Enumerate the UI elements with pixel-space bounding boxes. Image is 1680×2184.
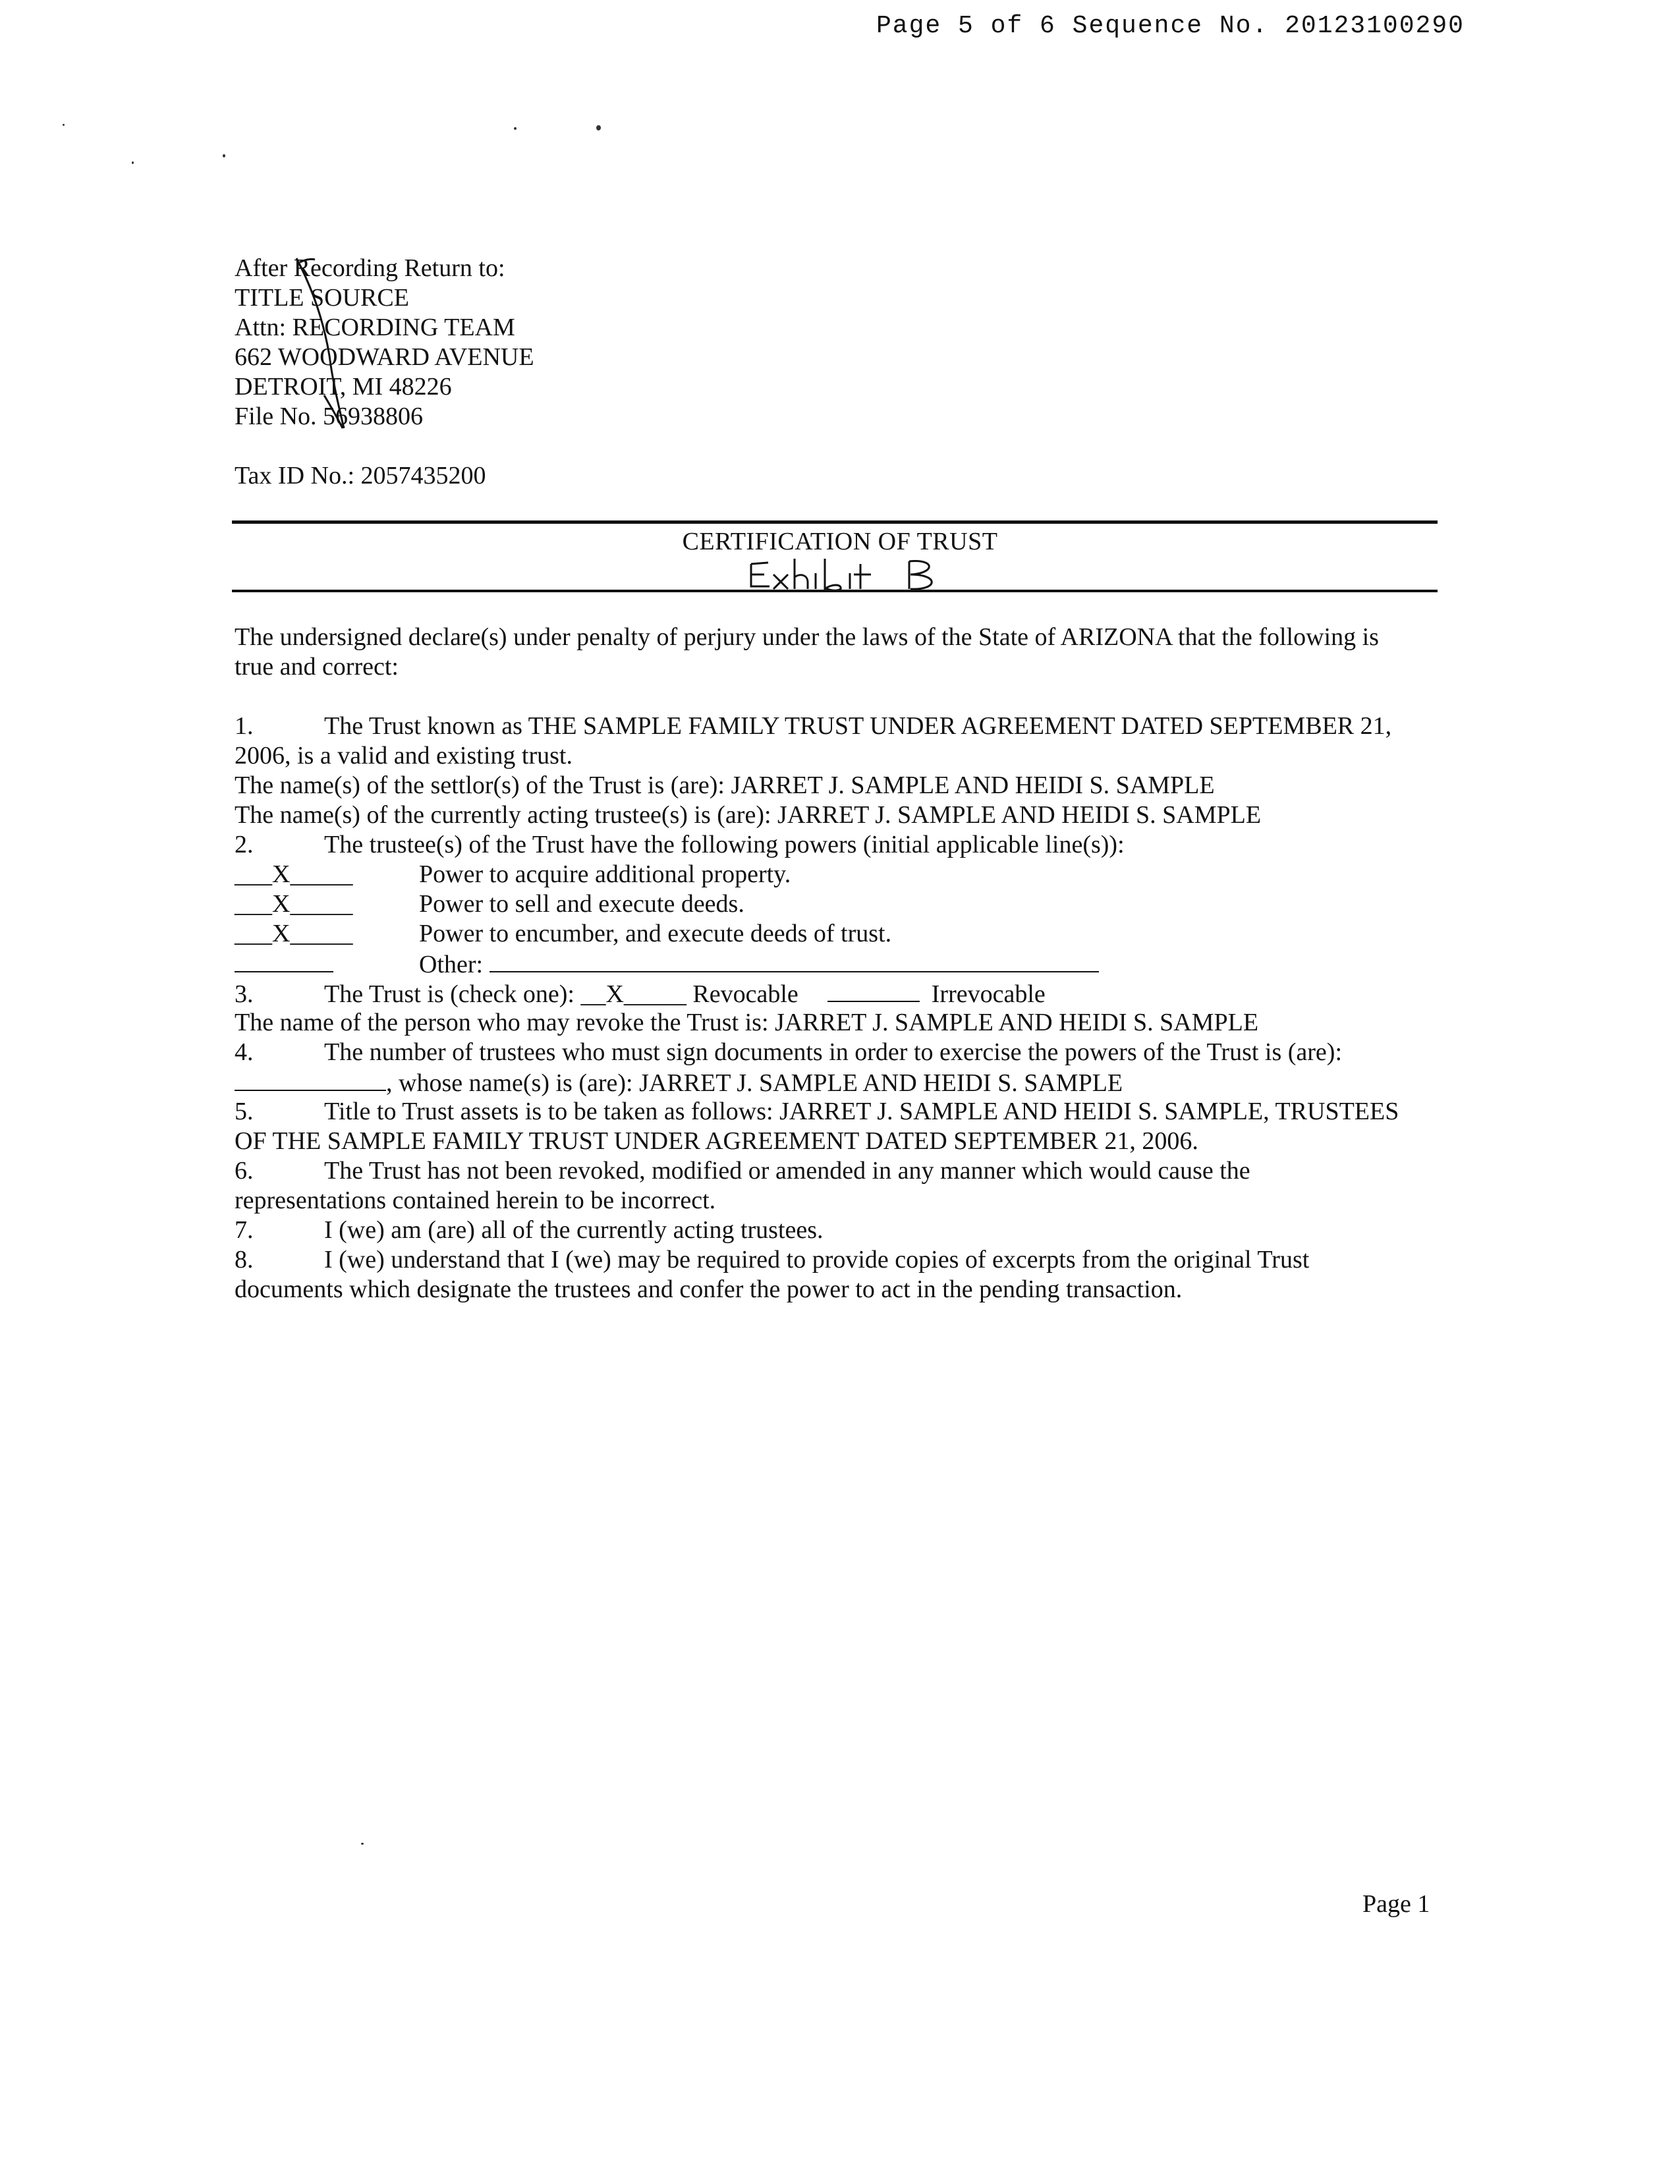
trust-type-prefix: The Trust is (check one): (324, 980, 574, 1008)
irrevocable-blank (827, 978, 920, 1002)
item-5 (235, 1097, 1440, 1127)
item-text: I (we) am (are) all of the currently acting trustees. (324, 1216, 824, 1244)
item-number: 4. (235, 1038, 254, 1066)
scan-speck (596, 125, 601, 130)
scan-speck (361, 1843, 364, 1845)
item-number: 1. (235, 712, 254, 740)
return-street: 662 WOODWARD AVENUE (235, 343, 534, 371)
item-8-cont: documents which designate the trustees and confer the power to act in the pending transaction. (235, 1275, 1183, 1303)
other-label: Other: (419, 951, 484, 978)
item-2 (235, 830, 1440, 860)
scan-speck (132, 161, 134, 164)
return-line: After Recording Return to: (235, 254, 505, 282)
item-4 (235, 1038, 1440, 1067)
document-title: CERTIFICATION OF TRUST (682, 528, 998, 555)
other-blank (490, 949, 1099, 972)
item-number: 2. (235, 831, 254, 858)
title-rule-top (232, 520, 1438, 524)
return-address-block (235, 254, 534, 432)
item-number: 6. (235, 1157, 254, 1185)
intro-line-cont: true and correct: (235, 653, 399, 681)
revocable-label: Revocable (692, 980, 798, 1008)
item-number: 8. (235, 1246, 254, 1274)
item-8 (235, 1245, 1440, 1275)
scan-speck (63, 124, 65, 126)
power-initial-mark: ___X_____ (235, 860, 353, 888)
certification-body (235, 623, 1440, 1304)
power-initial-mark: ___X_____ (235, 920, 353, 947)
item-4-cont (235, 1067, 1440, 1097)
power-row-other (235, 949, 1440, 978)
power-row (235, 919, 1440, 949)
item-text: The Trust has not been revoked, modified or amended in any manner which would cause the (324, 1157, 1250, 1185)
irrevocable-label: Irrevocable (931, 980, 1046, 1008)
item-7 (235, 1216, 1440, 1245)
power-initial-mark: ___X_____ (235, 890, 353, 918)
page-sequence-stamp: Page 5 of 6 Sequence No. 20123100290 (876, 12, 1465, 40)
power-description: Power to encumber, and execute deeds of trust. (419, 920, 892, 947)
title-rule-bottom (232, 590, 1438, 592)
settlor-line: The name(s) of the settlor(s) of the Trust is (are): JARRET J. SAMPLE AND HEIDI S. SAMPLE (235, 771, 1215, 799)
power-description: Power to sell and execute deeds. (419, 890, 744, 918)
revoke-line: The name of the person who may revoke the Trust is: JARRET J. SAMPLE AND HEIDI S. SAMPLE (235, 1009, 1259, 1036)
power-row (235, 889, 1440, 919)
return-attention: Attn: RECORDING TEAM (235, 314, 515, 341)
tax-id: Tax ID No.: 2057435200 (235, 462, 486, 490)
scan-speck (223, 154, 225, 157)
item-number: 5. (235, 1098, 254, 1125)
item-1 (235, 712, 1440, 741)
return-company: TITLE SOURCE (235, 284, 409, 312)
item-6-cont: representations contained herein to be incorrect. (235, 1187, 716, 1214)
exhibit-handwriting-icon (744, 555, 968, 593)
return-file-number: File No. 56938806 (235, 403, 424, 430)
revocable-mark: __X_____ (580, 980, 686, 1008)
item-number: 3. (235, 980, 254, 1008)
item-5-cont: OF THE SAMPLE FAMILY TRUST UNDER AGREEMENT DATED SEPTEMBER 21, 2006. (235, 1127, 1198, 1155)
item-text: Title to Trust assets is to be taken as follows: JARRET J. SAMPLE AND HEIDI S. SAMPLE, TRUSTEES (324, 1098, 1399, 1125)
intro-line: The undersigned declare(s) under penalty of perjury under the laws of the State of ARIZONA that the following is (235, 623, 1379, 651)
return-city: DETROIT, MI 48226 (235, 373, 452, 401)
item-text: I (we) understand that I (we) may be required to provide copies of excerpts from the original Trust (324, 1246, 1310, 1274)
power-description: Power to acquire additional property. (419, 860, 791, 888)
scan-speck (514, 127, 517, 130)
item-1-cont: 2006, is a valid and existing trust. (235, 742, 573, 770)
trustee-count-blank (235, 1067, 386, 1091)
item-6 (235, 1156, 1440, 1186)
power-row (235, 860, 1440, 889)
item-number: 7. (235, 1216, 254, 1244)
item-text: , whose name(s) is (are): JARRET J. SAMPLE AND HEIDI S. SAMPLE (386, 1069, 1123, 1097)
power-initial-blank (235, 949, 333, 980)
power-other (419, 949, 1099, 980)
trustee-line: The name(s) of the currently acting trustee(s) is (are): JARRET J. SAMPLE AND HEIDI S. SAMPLE (235, 801, 1262, 829)
item-3 (235, 978, 1440, 1008)
item-text: The trustee(s) of the Trust have the following powers (initial applicable line(s)): (324, 831, 1125, 858)
page-number: Page 1 (1362, 1890, 1430, 1918)
item-text: The Trust known as THE SAMPLE FAMILY TRUST UNDER AGREEMENT DATED SEPTEMBER 21, (324, 712, 1392, 740)
item-text: The number of trustees who must sign documents in order to exercise the powers of the Trust is (are): (324, 1038, 1343, 1066)
